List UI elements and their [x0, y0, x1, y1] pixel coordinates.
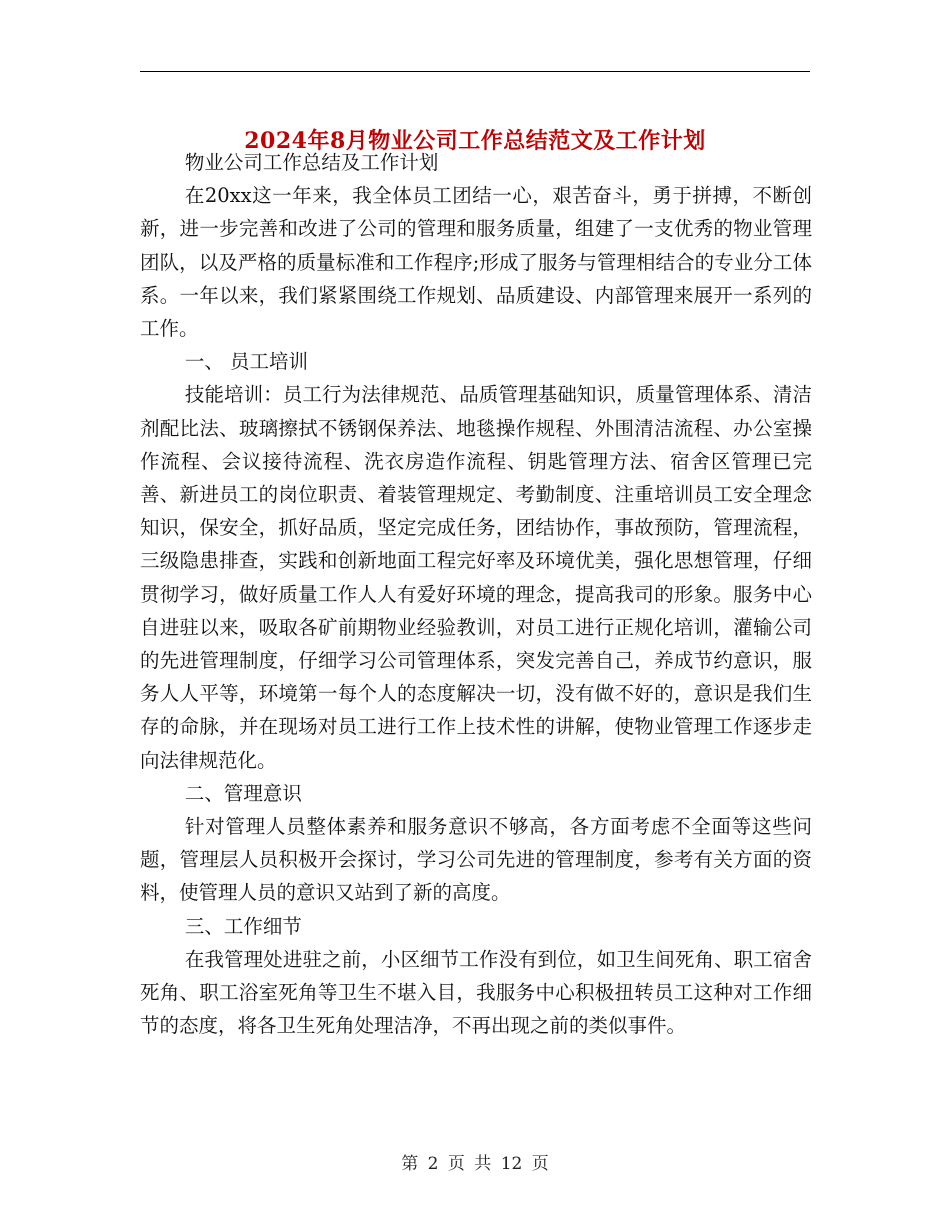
header-rule	[140, 71, 810, 72]
training-paragraph: 技能培训：员工行为法律规范、品质管理基础知识，质量管理体系、清洁剂配比法、玻璃擦拭不锈钢保养法、地毯操作规程、外围清洁流程、办公室操作流程、会议接待流程、洗衣房造作流程、钥匙管理方法、宿舍区管理已完善、新进员工的岗位职责、着装管理规定、考勤制度、注重培训员工安全理念知识，保安全，抓好品质，坚定完成任务，团结协作，事故预防，管理流程，三级隐患排查，实践和创新地面工程完好率及环境优美，强化思想管理，仔细贯彻学习，做好质量工作人人有爱好环境的理念，提高我司的形象。服务中心自进驻以来，吸取各矿前期物业经验教训，对员工进行正规化培训，灌输公司的先进管理制度，仔细学习公司管理体系，突发完善自己，养成节约意识，服务人人平等，环境第一每个人的态度解决一切，没有做不好的，意识是我们生存的命脉，并在现场对员工进行工作上技术性的讲解，使物业管理工作逐步走向法律规范化。	[140, 383, 812, 772]
intro-paragraph: 在20xx这一年来，我全体员工团结一心，艰苦奋斗，勇于拼搏，不断创新，进一步完善和改进了公司的管理和服务质量，组建了一支优秀的物业管理团队，以及严格的质量标准和工作程序;形成了服务与管理相结合的专业分工体系。一年以来，我们紧紧围绕工作规划、品质建设、内部管理来展开一系列的工作。	[140, 184, 812, 341]
page-number: 第 2 页 共 12 页	[401, 1154, 549, 1174]
section-heading-training: 一、 员工培训	[184, 350, 309, 374]
management-paragraph: 针对管理人员整体素养和服务意识不够高，各方面考虑不全面等这些问题，管理层人员积极开会探讨，学习公司先进的管理制度，参考有关方面的资料，使管理人员的意识又站到了新的高度。	[140, 815, 812, 905]
subtitle-paragraph: 物业公司工作总结及工作计划	[184, 151, 439, 174]
document-body	[140, 146, 812, 1042]
details-paragraph: 在我管理处进驻之前，小区细节工作没有到位，如卫生间死角、职工宿舍死角、职工浴室死角等卫生不堪入目，我服务中心积极扭转员工这种对工作细节的态度，将各卫生死角处理洁净，不再出现之前的类似事件。	[140, 947, 812, 1038]
section-heading-details: 三、工作细节	[184, 914, 302, 938]
document-title: 2024年8月物业公司工作总结范文及工作计划	[244, 127, 706, 154]
section-heading-management: 二、管理意识	[184, 781, 302, 805]
